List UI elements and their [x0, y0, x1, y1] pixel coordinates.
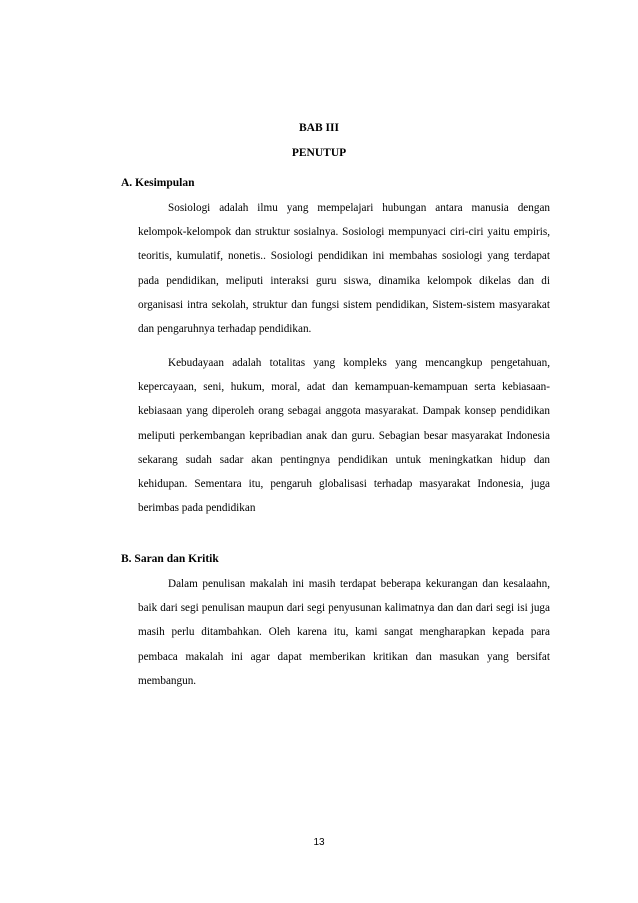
section-title-kesimpulan: A. Kesimpulan — [121, 177, 195, 189]
paragraph-saran: Dalam penulisan makalah ini masih terdapat beberapa kekurangan dan kesalaahn, baik dari segi penulisan maupun dari segi penyusunan kalimatnya dan dan dari segi isi juga masih perlu ditambahkan. Oleh karena itu, kami sangat mengharapkan kepada para pembaca makalah ini agar dapat memberikan kritikan dan masukan yang bersifat membangun. — [138, 578, 550, 687]
chapter-number: BAB III — [299, 122, 339, 134]
paragraph-kebudayaan: Kebudayaan adalah totalitas yang kompleks yang mencangkup pengetahuan, kepercayaan, seni, hukum, moral, adat dan kemampuan-kemampuan serta kebiasaan-kebiasaan yang diperoleh orang sebagai anggota masyarakat. Dampak konsep pendidikan meliputi perkembangan kepribadian anak dan guru. Sebagian besar masyarakat Indonesia sekarang sudah sadar akan pentingnya pendidikan untuk meningkatkan hidup dan kehidupan. Sementara itu, pengaruh globalisasi terhadap masyarakat Indonesia, juga berimbas pada pendidikan — [138, 357, 550, 515]
chapter-title: PENUTUP — [291, 147, 347, 159]
page-number: 13 — [313, 837, 325, 848]
section-title-saran-kritik: B. Saran dan Kritik — [121, 553, 219, 565]
paragraph-sosiologi: Sosiologi adalah ilmu yang mempelajari hubungan antara manusia dengan kelompok-kelompok dan struktur sosialnya. Sosiologi mempunyaci ciri-ciri yaitu empiris, teoritis, kumulatif, nonetis.. Sosiologi pendidikan ini membahas sosiologi yang terdapat pada pendidikan, meliputi interaksi guru siswa, dinamika kelompok dikelas dan di organisasi intra sekolah, struktur dan fungsi sistem pendidikan, Sistem-sistem masyarakat dan pengaruhnya terhadap pendidikan. — [138, 202, 550, 336]
